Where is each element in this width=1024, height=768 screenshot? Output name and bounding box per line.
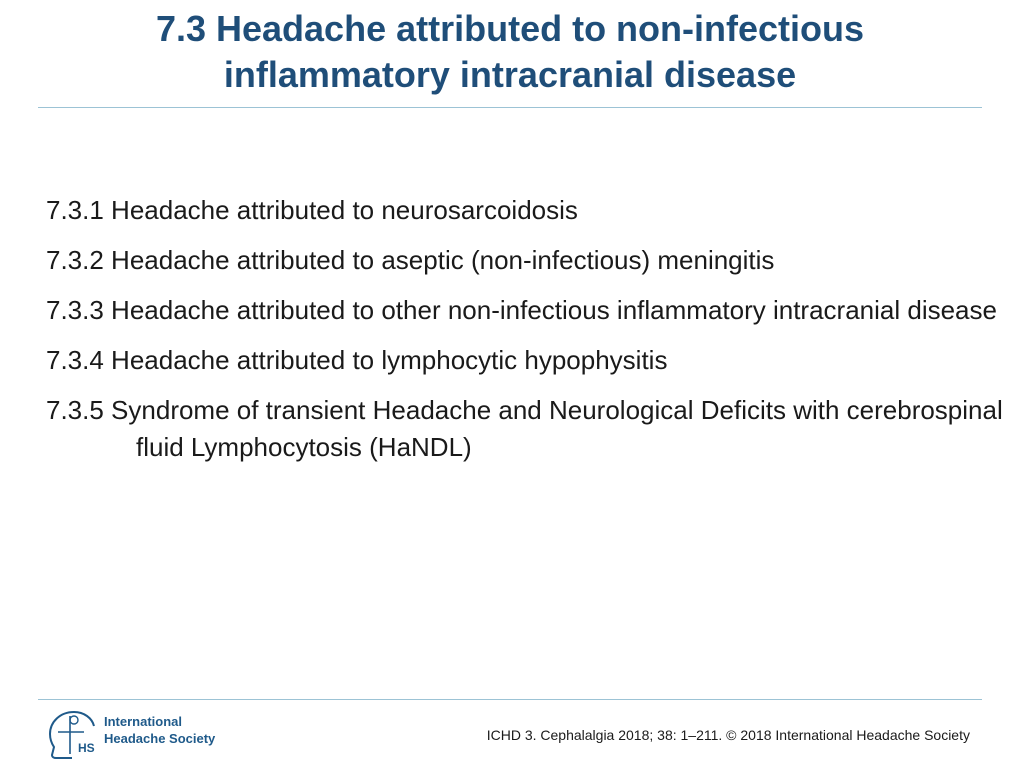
ihs-head-logo-icon bbox=[44, 708, 102, 760]
subtype-list bbox=[46, 192, 1006, 479]
list-item: 7.3.1 Headache attributed to neurosarcoidosis bbox=[46, 195, 578, 225]
slide-title-line-2: inflammatory intracranial disease bbox=[223, 54, 797, 95]
logo-text bbox=[104, 713, 215, 747]
logo-line-2: Headache Society bbox=[104, 731, 216, 746]
list-item: 7.3.4 Headache attributed to lymphocytic hypophysitis bbox=[46, 345, 668, 375]
svg-text:HS: HS bbox=[78, 741, 95, 755]
title-divider bbox=[38, 107, 982, 108]
slide-title-line-1: 7.3 Headache attributed to non-infectious bbox=[155, 8, 865, 49]
logo-line-1: International bbox=[104, 714, 183, 729]
list-item: 7.3.3 Headache attributed to other non-infectious inflammatory intracranial disease bbox=[46, 295, 997, 325]
footer-divider bbox=[38, 699, 982, 700]
list-item: 7.3.2 Headache attributed to aseptic (non-infectious) meningitis bbox=[46, 245, 775, 275]
slide-title bbox=[40, 6, 980, 98]
ihs-logo bbox=[44, 708, 244, 760]
list-item: 7.3.5 Syndrome of transient Headache and Neurological Deficits with cerebrospinal fluid Lymphocytosis (HaNDL) bbox=[46, 395, 1003, 462]
citation: ICHD 3. Cephalalgia 2018; 38: 1–211. © 2018 International Headache Society bbox=[486, 727, 970, 743]
